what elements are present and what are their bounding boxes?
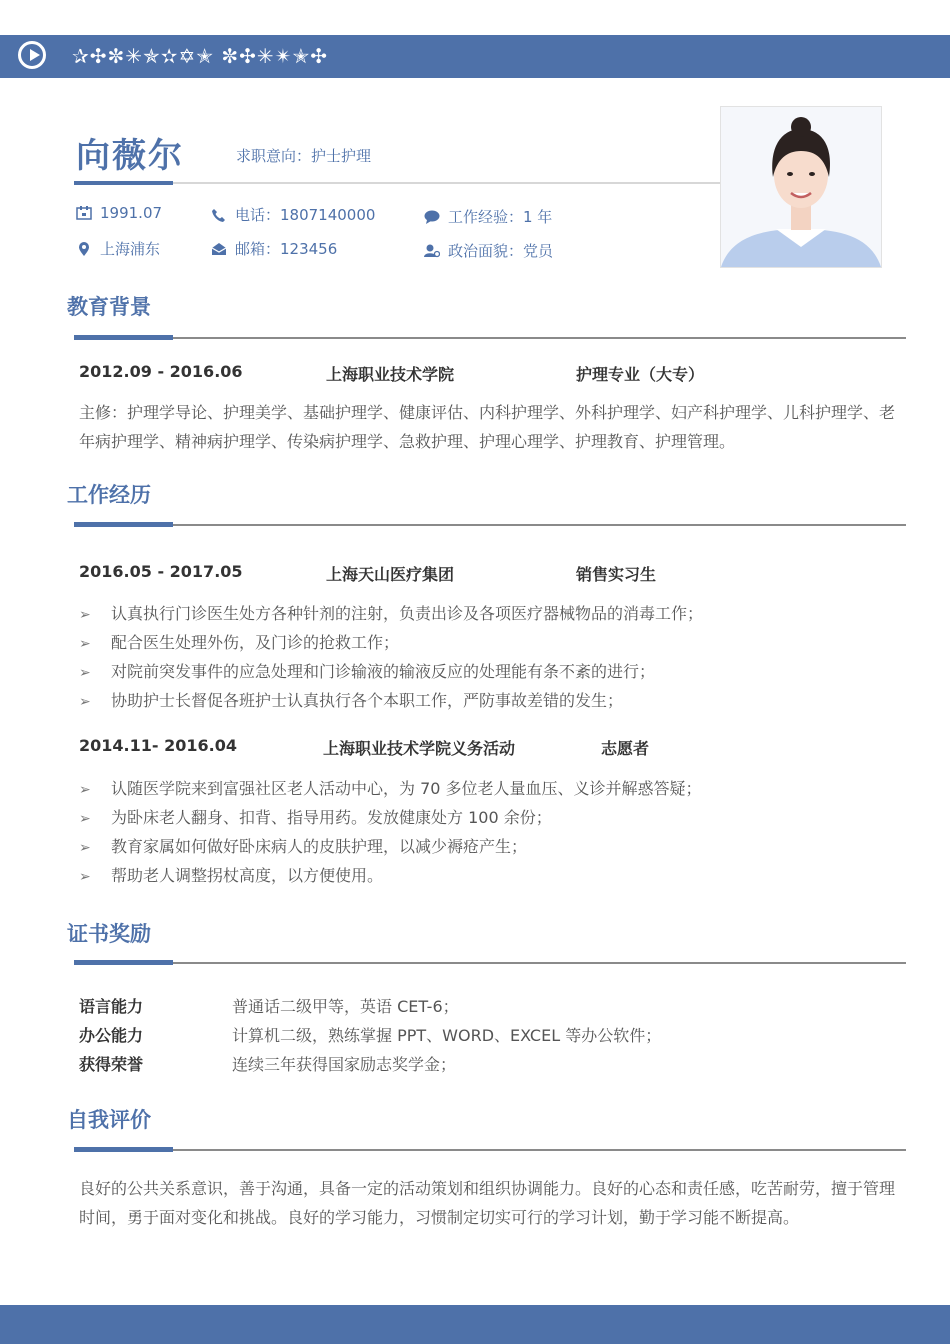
arrow-bullet-icon: ➢ (79, 840, 91, 856)
section-divider (74, 337, 906, 339)
section-title-self: 自我评价 (67, 1108, 151, 1132)
divider-accent (74, 181, 173, 185)
header-decoration: ✰✣✼✳✯✫✡✭ ✼✣✳✴✭✣ (72, 44, 328, 68)
candidate-name: 向薇尔 (76, 136, 184, 176)
chat-icon (424, 210, 440, 224)
list-item: ➢ 认随医学院来到富强社区老人活动中心，为 70 多位老人量血压、义诊并解惑答疑； (79, 779, 702, 798)
arrow-bullet-icon: ➢ (79, 607, 91, 623)
section-divider (74, 524, 906, 526)
experience-value: 工作经验：1 年 (448, 208, 553, 226)
list-item: ➢ 对院前突发事件的应急处理和门诊输液的输液反应的处理能有条不紊的进行； (79, 662, 656, 681)
list-item: ➢ 配合医生处理外伤，及门诊的抢救工作； (79, 633, 400, 652)
arrow-bullet-icon: ➢ (79, 636, 91, 652)
list-item: ➢ 教育家属如何做好卧床病人的皮肤护理，以减少褥疮产生； (79, 837, 528, 856)
education-major: 护理专业（大专） (576, 365, 705, 384)
section-divider-accent (74, 335, 173, 340)
arrow-bullet-icon: ➢ (79, 665, 91, 681)
location-pin-icon (76, 242, 92, 256)
job-date: 2014.11- 2016.04 (79, 736, 237, 755)
job-org: 上海职业技术学院义务活动 (323, 739, 516, 758)
birth-value: 1991.07 (100, 204, 163, 222)
section-title-work: 工作经历 (67, 483, 151, 507)
experience-info (424, 206, 552, 227)
location-info (76, 238, 160, 259)
list-item: ➢ 认真执行门诊医生处方各种针剂的注射，负责出诊及各项医疗器械物品的消毒工作； (79, 604, 704, 623)
phone-icon (211, 208, 227, 222)
phone-info (211, 204, 375, 225)
section-divider-accent (74, 960, 173, 965)
arrow-bullet-icon: ➢ (79, 811, 91, 827)
job-org: 上海天山医疗集团 (326, 565, 455, 584)
politics-value: 政治面貌：党员 (448, 242, 554, 260)
education-date: 2012.09 - 2016.06 (79, 362, 243, 381)
section-divider-accent (74, 522, 173, 527)
location-value: 上海浦东 (100, 240, 161, 258)
list-item: ➢ 为卧床老人翻身、扣背、指导用药。发放健康处方 100 余份； (79, 808, 552, 827)
job-role: 销售实习生 (576, 565, 657, 584)
birth-info (76, 204, 162, 222)
arrow-bullet-icon: ➢ (79, 694, 91, 710)
mail-icon (211, 242, 227, 256)
arrow-bullet-icon: ➢ (79, 869, 91, 885)
header-bar (0, 35, 950, 78)
cert-label: 语言能力 (79, 997, 144, 1016)
section-divider (74, 1149, 906, 1151)
list-item: ➢ 帮助老人调整拐杖高度，以方便使用。 (79, 866, 384, 885)
arrow-bullet-icon: ➢ (79, 782, 91, 798)
education-courses: 主修：护理学导论、护理美学、基础护理学、健康评估、内科护理学、外科护理学、妇产科护理学、儿科护理学、老年病护理学、精神病护理学、传染病护理学、急救护理、护理心理学、护理教育、护理管理。 (79, 403, 896, 451)
politics-info (424, 240, 553, 261)
education-school: 上海职业技术学院 (326, 365, 455, 384)
user-icon (424, 244, 440, 258)
self-evaluation-text: 良好的公共关系意识，善于沟通，具备一定的活动策划和组织协调能力。良好的心态和责任感，吃苦耐劳，擅于管理时间，勇于面对变化和挑战。良好的学习能力，习惯制定切实可行的学习计划，勤于学习能不断提高。 (79, 1179, 896, 1227)
phone-value: 电话：1807140000 (235, 206, 376, 224)
list-item: ➢ 协助护士长督促各班护士认真执行各个本职工作，严防事故差错的发生； (79, 691, 624, 710)
play-icon (18, 41, 46, 69)
job-role: 志愿者 (601, 739, 650, 758)
cert-value: 连续三年获得国家励志奖学金； (232, 1055, 457, 1074)
section-divider-accent (74, 1147, 173, 1152)
email-value: 邮箱：123456 (235, 240, 338, 258)
job-intent: 求职意向：护士护理 (236, 147, 372, 165)
section-title-education: 教育背景 (67, 295, 151, 319)
section-title-certs: 证书奖励 (67, 922, 151, 946)
section-divider (74, 962, 906, 964)
cert-value: 普通话二级甲等，英语 CET-6； (232, 997, 459, 1016)
calendar-icon (76, 206, 92, 220)
job-date: 2016.05 - 2017.05 (79, 562, 243, 581)
profile-photo (720, 106, 882, 268)
footer-bar (0, 1305, 950, 1344)
cert-label: 获得荣誉 (79, 1055, 144, 1074)
email-info (211, 238, 337, 259)
cert-value: 计算机二级，熟练掌握 PPT、WORD、EXCEL 等办公软件； (232, 1026, 662, 1045)
cert-label: 办公能力 (79, 1026, 144, 1045)
